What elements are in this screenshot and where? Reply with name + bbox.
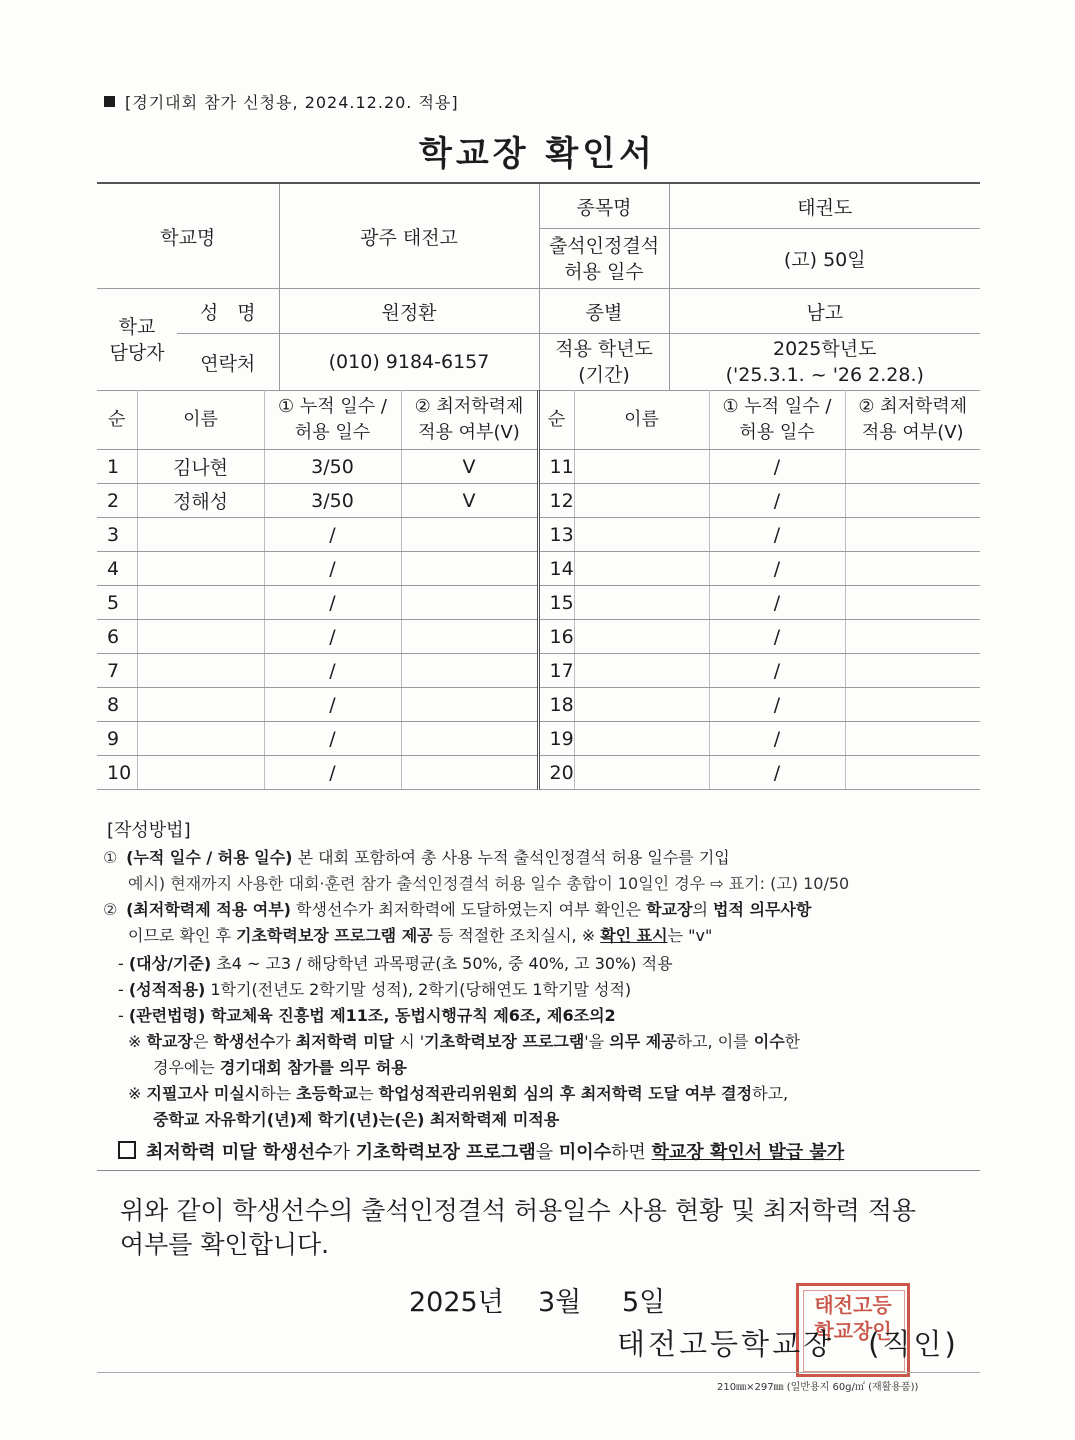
row-days: / [264,654,401,688]
date-month: 3월 [538,1287,582,1318]
note-1-line2-b: 경기대회 참가를 의무 허용 [219,1058,407,1077]
footer-divider [97,1372,980,1373]
instruction-2-text-b: 학교장 [646,900,693,919]
detail-law: - (관련법령) 학교체육 진흥법 제11조, 동법시행규칙 제6조, 제6조의2 [118,1006,616,1025]
row-check [401,688,538,722]
warning-d: 기초학력보장 프로그램 [355,1142,536,1163]
signer [617,1322,959,1363]
row-name-2 [574,586,709,620]
row-name: 김나현 [137,450,264,484]
row-days: / [264,688,401,722]
row-check-2 [845,756,980,790]
table-row [97,518,980,552]
row-number-2: 17 [538,654,574,688]
confirmation-line2: 여부를 확인합니다. [120,1230,330,1259]
absence-label-line1: 출석인정결석 [548,234,660,257]
note-2 [128,1082,788,1106]
row-check-2 [845,450,980,484]
col-header-days2-line1: ① 누적 일수 / [722,396,832,417]
circle-one-mark: ① [103,848,118,867]
row-number: 6 [97,620,137,654]
col-header-days2-line2: 허용 일수 [739,422,815,443]
row-number: 4 [97,552,137,586]
event-label: 종목명 [539,183,669,229]
table-row [97,450,980,484]
row-days: / [264,722,401,756]
instruction-2-line2 [128,924,712,948]
row-check-2 [845,688,980,722]
roster-table [97,390,980,790]
contact-label: 연락처 [177,334,279,391]
row-name [137,552,264,586]
row-number-2: 14 [538,552,574,586]
col-header-days-2 [709,391,845,450]
row-name-2 [574,518,709,552]
warning-h: 학교장 확인서 발급 불가 [651,1142,845,1163]
checkbox-square-icon [118,1141,136,1159]
col-header-no-2: 순 [538,391,574,450]
instruction-2-text-c: 의 [692,900,713,919]
instruction-2-line2-d: 확인 표시 [600,926,668,945]
note-2-line2 [153,1108,559,1132]
confirmation-line1: 위와 같이 학생선수의 출석인정결석 허용일수 사용 현황 및 최저학력 적용 [120,1196,917,1225]
note-1-b: 학교장 [146,1032,193,1051]
row-days: / [264,756,401,790]
row-check: V [401,450,538,484]
year-value-line1: 2025학년도 [773,338,877,360]
year-value-line2: ('25.3.1. ~ '26 2.28.) [725,364,924,386]
page-title: 학교장 확인서 [419,134,656,174]
detail-law-text: 학교체육 진흥법 제11조, 동법시행규칙 제6조, 제6조의2 [205,1006,616,1025]
category-label: 종별 [539,289,669,334]
table-row [97,654,980,688]
instruction-2-bold: (최저학력제 적용 여부) [126,900,291,919]
note-1-d: 학생선수 [213,1032,276,1051]
warning-c: 가 [332,1142,356,1163]
instruction-2-line2-b: 기초학력보장 프로그램 제공 [236,926,433,945]
absence-days-value: (고) 50일 [669,229,980,289]
row-name-2 [574,552,709,586]
row-check-2 [845,586,980,620]
seal-text-1: 태전고등 [814,1293,892,1317]
row-name-2 [574,450,709,484]
row-check [401,586,538,620]
note-2-g: 하고, [752,1084,789,1103]
instruction-2-text-d: 법적 의무사항 [712,900,812,919]
row-name-2 [574,620,709,654]
row-check [401,620,538,654]
warning-b: 학생선수 [262,1142,333,1163]
row-check-2 [845,722,980,756]
col-header-min-2 [845,391,980,450]
warning-f: 미이수 [558,1142,612,1163]
note-1 [128,1030,800,1054]
col-header-min [401,391,538,450]
row-name [137,722,264,756]
note-2-f: 학업성적관리위원회 심의 후 최저학력 도달 여부 결정 [378,1084,753,1103]
instruction-2-line2-e: 는 "v" [667,926,713,945]
row-number: 2 [97,484,137,518]
row-number: 7 [97,654,137,688]
seal-text-2: 학교장인 [814,1319,892,1343]
manager-label [97,289,177,391]
instructions-title: [작성방법] [107,820,191,841]
col-header-days-line2: 허용 일수 [294,422,371,443]
row-days-2: / [709,552,845,586]
row-number: 9 [97,722,137,756]
row-number-2: 12 [538,484,574,518]
row-name [137,586,264,620]
row-days: 3/50 [264,484,401,518]
row-number-2: 19 [538,722,574,756]
detail-target: - (대상/기준) 초4 ~ 고3 / 해당학년 과목평균(초 50%, 중 40%, 고 30%) 적용 [118,954,673,973]
instruction-1 [103,846,730,870]
row-number-2: 15 [538,586,574,620]
note-1-line2 [153,1056,407,1080]
row-days-2: / [709,518,845,552]
row-days: / [264,586,401,620]
row-check [401,654,538,688]
row-check [401,722,538,756]
warning-g: 하면 [611,1142,652,1163]
col-header-name: 이름 [137,391,264,450]
row-check-2 [845,654,980,688]
row-check [401,756,538,790]
note-1-line2-a: 경우에는 [153,1058,220,1077]
row-name: 정해성 [137,484,264,518]
row-days: / [264,518,401,552]
row-check-2 [845,518,980,552]
row-days: / [264,620,401,654]
note-2-e: 는 [358,1084,379,1103]
col-header-name-2: 이름 [574,391,709,450]
instruction-1-text: 본 대회 포함하여 총 사용 누적 출석인정결석 허용 일수를 기입 [292,848,730,867]
row-days-2: / [709,722,845,756]
date-year: 2025년 [409,1287,504,1318]
row-days-2: / [709,756,845,790]
row-name [137,688,264,722]
row-check-2 [845,552,980,586]
event-value: 태권도 [669,183,980,229]
year-label [539,334,669,391]
manager-label-line2: 담당자 [109,341,165,364]
school-name-label: 학교명 [97,183,279,289]
row-number: 1 [97,450,137,484]
col-header-min-line2: 적용 여부(V) [418,422,520,443]
note-1-l: 이수 [753,1032,785,1051]
row-number: 10 [97,756,137,790]
row-name-2 [574,756,709,790]
year-value [669,334,980,391]
instruction-2-text-a: 학생선수가 최저학력에 도달하였는지 여부 확인은 [290,900,647,919]
manager-name-label: 성 명 [177,289,279,334]
instruction-1-bold: (누적 일수 / 허용 일수) [126,848,293,867]
table-row [97,688,980,722]
row-name-2 [574,722,709,756]
row-name [137,756,264,790]
row-name [137,620,264,654]
detail-grades: - (성적적용) 1학기(전년도 2학기말 성적), 2학기(당해연도 1학기말 성적) [118,980,632,999]
row-number: 3 [97,518,137,552]
table-row [97,620,980,654]
warning-note [118,1138,844,1164]
row-name-2 [574,484,709,518]
row-days-2: / [709,586,845,620]
row-number-2: 18 [538,688,574,722]
row-number: 5 [97,586,137,620]
col-header-min-line1: ② 최저학력제 [414,396,524,417]
confirmation-text [120,1194,970,1262]
note-1-m: 한 [784,1032,801,1051]
row-number-2: 20 [538,756,574,790]
row-check [401,518,538,552]
note-1-h: 기초학력보장 프로그램 [424,1032,585,1051]
col-header-days [264,391,401,450]
detail-target-bold: (대상/기준) [128,954,212,973]
note-1-k: 하고, 이를 [676,1032,754,1051]
col-header-no: 순 [97,391,137,450]
row-days-2: / [709,688,845,722]
info-table [97,182,980,391]
note-1-i: '을 [584,1032,610,1051]
table-row [97,756,980,790]
warning-e: 을 [535,1142,559,1163]
detail-law-bold: (관련법령) [128,1006,206,1025]
table-row [97,722,980,756]
year-label-line2: (기간) [578,364,630,386]
absence-label-line2: 허용 일수 [564,260,644,283]
row-name-2 [574,688,709,722]
row-days-2: / [709,620,845,654]
row-days-2: / [709,450,845,484]
row-name-2 [574,654,709,688]
signer-name: 태전고등학교장 [617,1327,835,1361]
row-check-2 [845,620,980,654]
detail-grades-text: 1학기(전년도 2학기말 성적), 2학기(당해연도 1학기말 성적) [205,980,632,999]
note-1-f: 최저학력 미달 [295,1032,395,1051]
warning-a: 최저학력 미달 [146,1142,263,1163]
note-2-d: 초등학교 [296,1084,359,1103]
row-number-2: 16 [538,620,574,654]
table-row [97,586,980,620]
date-day: 5일 [622,1287,666,1318]
note-1-e: 가 [275,1032,296,1051]
col-header-min2-line1: ② 최저학력제 [858,396,968,417]
row-days-2: / [709,484,845,518]
row-number: 8 [97,688,137,722]
note-2-line2-text: 중학교 자유학기(년)제 학기(년)는(은) 최저학력제 미적용 [153,1110,560,1129]
square-bullet-icon [104,96,115,107]
contact-value: (010) 9184-6157 [279,334,539,391]
note-2-a: ※ [128,1084,147,1103]
manager-label-line1: 학교 [118,315,156,338]
row-check: V [401,484,538,518]
detail-target-text: 초4 ~ 고3 / 해당학년 과목평균(초 50%, 중 40%, 고 30%) 적용 [211,954,673,973]
table-row [97,552,980,586]
row-number-2: 11 [538,450,574,484]
instruction-1-example: 예시) 현재까지 사용한 대회·훈련 참가 출석인정결석 허용 일수 총합이 10일인 경우 ⇨ 표기: (고) 10/50 [128,874,850,893]
col-header-days-line1: ① 누적 일수 / [278,396,387,417]
row-days: / [264,552,401,586]
school-name-value: 광주 태전고 [279,183,539,289]
row-days-2: / [709,654,845,688]
divider-line [97,1170,980,1171]
row-name [137,654,264,688]
row-check [401,552,538,586]
absence-days-label [539,229,669,289]
note-1-g: 시 ' [394,1032,425,1051]
paper-spec-footer: 210㎜×297㎜ (일반용지 60g/㎡ (재활용품)) [717,1382,919,1393]
note-1-j: 의무 제공 [609,1032,677,1051]
year-label-line1: 적용 학년도 [555,338,653,360]
note-1-a: ※ [128,1032,147,1051]
row-name [137,518,264,552]
form-version-note [104,90,459,113]
form-version-text: [경기대회 참가 신청용, 2024.12.20. 적용] [125,93,459,112]
category-value: 남고 [669,289,980,334]
row-number-2: 13 [538,518,574,552]
instruction-2-line2-c: 등 적절한 조치실시, ※ [432,926,601,945]
note-1-c: 은 [192,1032,214,1051]
note-2-b: 지필고사 미실시 [146,1084,261,1103]
seal-note: (직인) [868,1327,959,1361]
manager-name-value: 원정환 [279,289,539,334]
col-header-min2-line2: 적용 여부(V) [861,422,964,443]
instruction-2-line2-a: 이므로 확인 후 [128,926,236,945]
row-days: 3/50 [264,450,401,484]
table-row [97,484,980,518]
instruction-2 [103,898,811,922]
row-check-2 [845,484,980,518]
detail-grades-bold: (성적적용) [128,980,206,999]
circle-two-mark: ② [103,900,118,919]
note-2-c: 하는 [260,1084,297,1103]
